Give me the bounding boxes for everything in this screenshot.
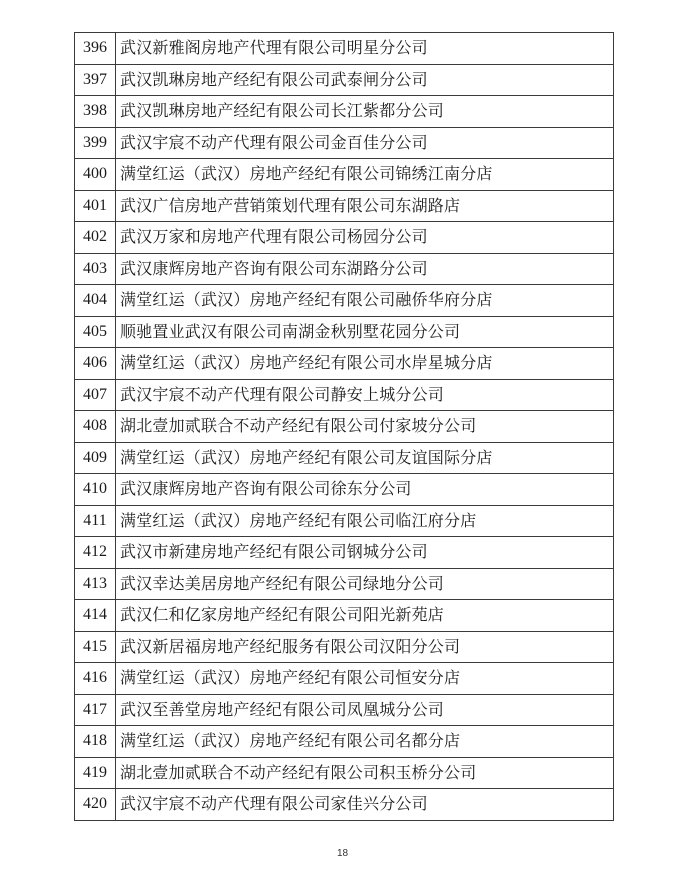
row-number-cell: 410 (75, 474, 116, 506)
row-number-cell: 397 (75, 64, 116, 96)
table-row (75, 600, 614, 632)
table-row (75, 96, 614, 128)
company-name-cell: 满堂红运（武汉）房地产经纪有限公司名都分店 (116, 726, 614, 758)
company-name-cell: 武汉凯琳房地产经纪有限公司长江紫都分公司 (116, 96, 614, 128)
company-name-cell: 武汉新雅阁房地产代理有限公司明星分公司 (116, 33, 614, 65)
company-name-cell: 满堂红运（武汉）房地产经纪有限公司锦绣江南分店 (116, 159, 614, 191)
table-row (75, 474, 614, 506)
company-name-cell: 武汉凯琳房地产经纪有限公司武泰闸分公司 (116, 64, 614, 96)
table-row (75, 379, 614, 411)
row-number-cell: 419 (75, 757, 116, 789)
row-number-cell: 413 (75, 568, 116, 600)
table-row (75, 159, 614, 191)
company-name-cell: 顺驰置业武汉有限公司南湖金秋别墅花园分公司 (116, 316, 614, 348)
table-row (75, 505, 614, 537)
row-number-cell: 412 (75, 537, 116, 569)
row-number-cell: 398 (75, 96, 116, 128)
company-name-cell: 满堂红运（武汉）房地产经纪有限公司水岸星城分店 (116, 348, 614, 380)
table-row (75, 726, 614, 758)
table-row (75, 568, 614, 600)
company-name-cell: 武汉市新建房地产经纪有限公司钢城分公司 (116, 537, 614, 569)
row-number-cell: 408 (75, 411, 116, 443)
company-name-cell: 武汉万家和房地产代理有限公司杨园分公司 (116, 222, 614, 254)
company-name-cell: 武汉广信房地产营销策划代理有限公司东湖路店 (116, 190, 614, 222)
company-name-cell: 武汉宇宸不动产代理有限公司静安上城分公司 (116, 379, 614, 411)
table-row (75, 316, 614, 348)
table-row (75, 694, 614, 726)
company-name-cell: 武汉幸达美居房地产经纪有限公司绿地分公司 (116, 568, 614, 600)
table-row (75, 33, 614, 65)
row-number-cell: 414 (75, 600, 116, 632)
row-number-cell: 418 (75, 726, 116, 758)
row-number-cell: 401 (75, 190, 116, 222)
table-row (75, 757, 614, 789)
table-row (75, 127, 614, 159)
company-name-cell: 武汉康辉房地产咨询有限公司东湖路分公司 (116, 253, 614, 285)
row-number-cell: 405 (75, 316, 116, 348)
row-number-cell: 417 (75, 694, 116, 726)
row-number-cell: 407 (75, 379, 116, 411)
row-number-cell: 402 (75, 222, 116, 254)
table-row (75, 537, 614, 569)
table-row (75, 190, 614, 222)
company-name-cell: 武汉至善堂房地产经纪有限公司凤凰城分公司 (116, 694, 614, 726)
row-number-cell: 403 (75, 253, 116, 285)
page-number: 18 (336, 848, 349, 859)
row-number-cell: 396 (75, 33, 116, 65)
company-name-cell: 满堂红运（武汉）房地产经纪有限公司友谊国际分店 (116, 442, 614, 474)
row-number-cell: 409 (75, 442, 116, 474)
table-row (75, 348, 614, 380)
table-body (75, 33, 614, 821)
company-name-cell: 武汉新居福房地产经纪服务有限公司汉阳分公司 (116, 631, 614, 663)
company-name-cell: 湖北壹加贰联合不动产经纪有限公司积玉桥分公司 (116, 757, 614, 789)
row-number-cell: 416 (75, 663, 116, 695)
row-number-cell: 406 (75, 348, 116, 380)
table-row (75, 442, 614, 474)
table-row (75, 631, 614, 663)
company-list-table (74, 32, 614, 821)
row-number-cell: 415 (75, 631, 116, 663)
company-name-cell: 满堂红运（武汉）房地产经纪有限公司融侨华府分店 (116, 285, 614, 317)
table-row (75, 663, 614, 695)
company-name-cell: 湖北壹加贰联合不动产经纪有限公司付家坡分公司 (116, 411, 614, 443)
row-number-cell: 404 (75, 285, 116, 317)
company-name-cell: 满堂红运（武汉）房地产经纪有限公司恒安分店 (116, 663, 614, 695)
row-number-cell: 400 (75, 159, 116, 191)
table-row (75, 253, 614, 285)
table-row (75, 222, 614, 254)
row-number-cell: 420 (75, 789, 116, 821)
row-number-cell: 399 (75, 127, 116, 159)
company-name-cell: 武汉宇宸不动产代理有限公司家佳兴分公司 (116, 789, 614, 821)
table-row (75, 789, 614, 821)
row-number-cell: 411 (75, 505, 116, 537)
company-name-cell: 满堂红运（武汉）房地产经纪有限公司临江府分店 (116, 505, 614, 537)
table-row (75, 411, 614, 443)
company-name-cell: 武汉仁和亿家房地产经纪有限公司阳光新苑店 (116, 600, 614, 632)
table-row (75, 64, 614, 96)
table-row (75, 285, 614, 317)
company-name-cell: 武汉康辉房地产咨询有限公司徐东分公司 (116, 474, 614, 506)
company-name-cell: 武汉宇宸不动产代理有限公司金百佳分公司 (116, 127, 614, 159)
